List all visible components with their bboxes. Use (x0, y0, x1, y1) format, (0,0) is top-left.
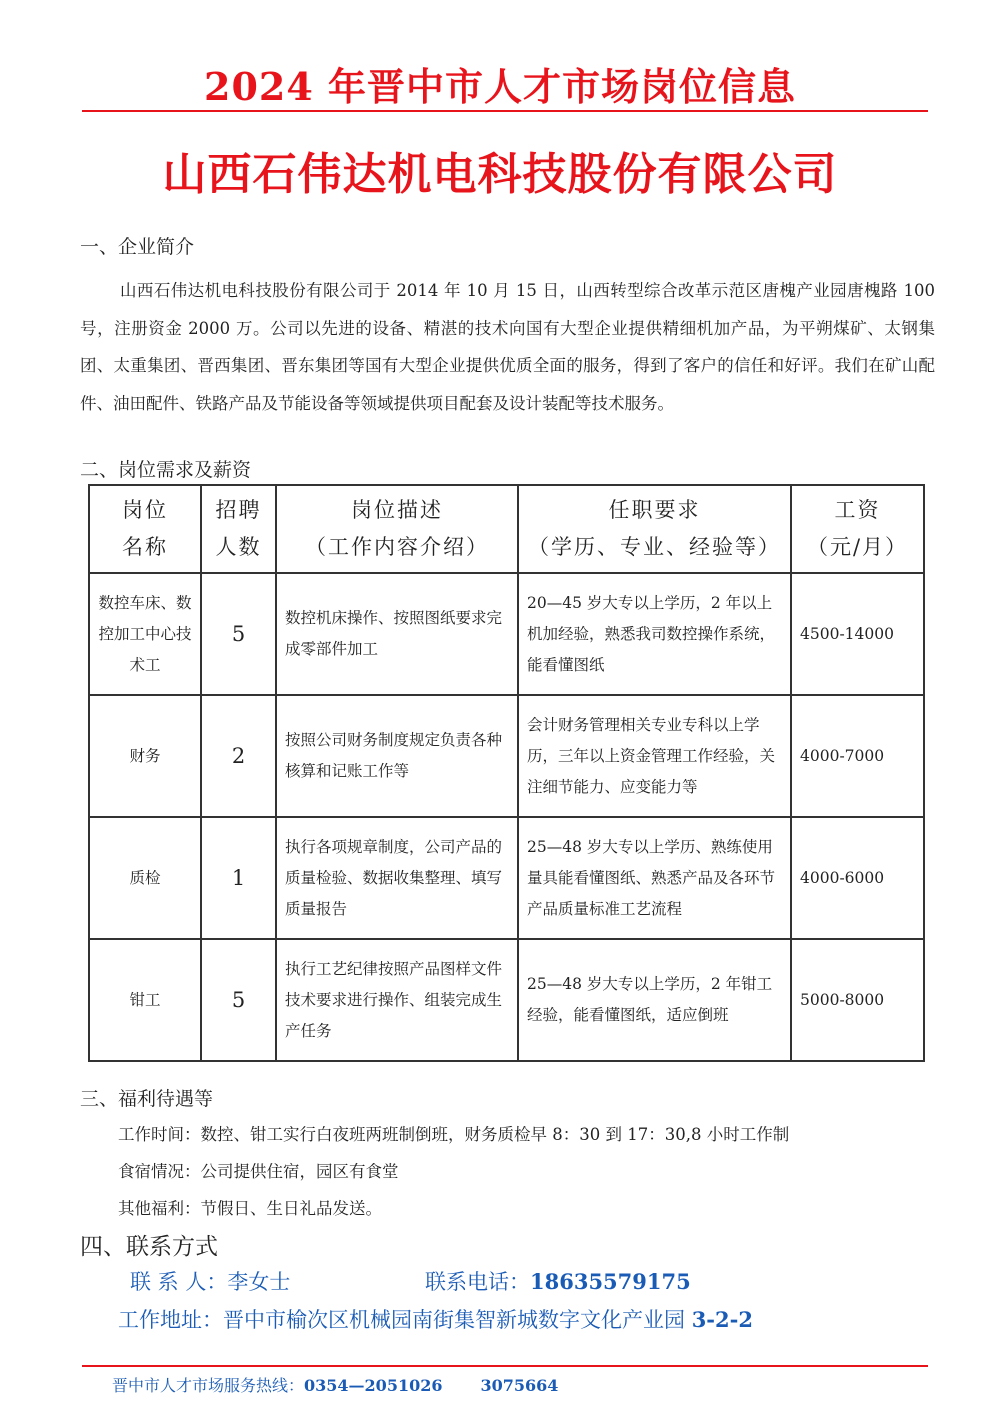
job-count: 5 (201, 939, 276, 1061)
section-heading-intro: 一、企业简介 (80, 236, 195, 258)
section-heading-jobs: 二、岗位需求及薪资 (80, 459, 252, 481)
job-desc: 数控机床操作、按照图纸要求完成零部件加工 (276, 573, 518, 695)
section-heading-contact: 四、联系方式 (80, 1234, 218, 1260)
footer-hotline (112, 1374, 558, 1398)
footer-phone-1: 0354—2051026 (304, 1376, 443, 1395)
job-desc: 执行各项规章制度，公司产品的质量检验、数据收集整理、填写质量报告 (276, 817, 518, 939)
job-desc: 执行工艺纪律按照产品图样文件技术要求进行操作、组装完成生产任务 (276, 939, 518, 1061)
table-header-row (89, 485, 924, 573)
header-cell-req: 任职要求 （学历、专业、经验等） (518, 485, 791, 573)
job-req: 会计财务管理相关专业专科以上学历，三年以上资金管理工作经验，关注细节能力、应变能力等 (518, 695, 791, 817)
contact-address-suffix: 3-2-2 (691, 1307, 753, 1332)
table-row (89, 695, 924, 817)
benefit-lodging: 食宿情况：公司提供住宿，园区有食堂 (118, 1162, 399, 1181)
job-salary: 4500-14000 (791, 573, 924, 695)
title-divider (82, 110, 928, 112)
contact-person-value: 李女士 (227, 1270, 291, 1294)
contact-phone-value: 18635579175 (530, 1269, 691, 1294)
contact-person-label: 联 系 人： (130, 1270, 228, 1294)
job-req: 25—48 岁大专以上学历，2 年钳工经验，能看懂图纸，适应倒班 (518, 939, 791, 1061)
job-name: 财务 (89, 695, 201, 817)
benefit-other: 其他福利：节假日、生日礼品发送。 (118, 1199, 382, 1218)
job-count: 1 (201, 817, 276, 939)
contact-address (118, 1305, 753, 1335)
header-cell-name: 岗位 名称 (89, 485, 201, 573)
job-desc: 按照公司财务制度规定负责各种核算和记账工作等 (276, 695, 518, 817)
job-salary: 5000-8000 (791, 939, 924, 1061)
benefit-work-time: 工作时间：数控、钳工实行白夜班两班制倒班，财务质检早 8：30 到 17：30,8 小时工作制 (118, 1125, 790, 1144)
job-req: 25—48 岁大专以上学历、熟练使用量具能看懂图纸、熟悉产品及各环节产品质量标准工艺流程 (518, 817, 791, 939)
company-name: 山西石伟达机电科技股份有限公司 (162, 149, 838, 200)
jobs-table (88, 484, 925, 1062)
table-row (89, 939, 924, 1061)
intro-paragraph: 山西石伟达机电科技股份有限公司于 2014 年 10 月 15 日，山西转型综合改革示范区唐槐产业园唐槐路 100 号，注册资金 2000 万。公司以先进的设备、精湛的技术向国有大型企业提供精细机加产品，为平朔煤矿、太钢集团、太重集团、晋西集团、晋东集团等国有大型企业提供优质全面的服务，得到了客户的信任和好评。我们在矿山配件、油田配件、铁路产品及节能设备等领域提供项目配套及设计装配等技术服务。 (80, 281, 935, 413)
job-name: 数控车床、数控加工中心技术工 (89, 573, 201, 695)
footer-label: 晋中市人才市场服务热线： (112, 1376, 305, 1395)
contact-phone (425, 1267, 691, 1297)
header-cell-desc: 岗位描述 （工作内容介绍） (276, 485, 518, 573)
job-req: 20—45 岁大专以上学历，2 年以上机加经验，熟悉我司数控操作系统，能看懂图纸 (518, 573, 791, 695)
job-salary: 4000-6000 (791, 817, 924, 939)
job-name: 钳工 (89, 939, 201, 1061)
footer-divider (82, 1365, 928, 1367)
contact-address-label: 工作地址：晋中市榆次区机械园南街集智新城数字文化产业园 (118, 1308, 692, 1332)
section-heading-benefits: 三、福利待遇等 (80, 1088, 214, 1110)
header-cell-count: 招聘 人数 (201, 485, 276, 573)
table-row (89, 573, 924, 695)
job-salary: 4000-7000 (791, 695, 924, 817)
footer-phone-2: 3075664 (480, 1376, 559, 1395)
page-title: 2024 年晋中市人才市场岗位信息 (204, 64, 796, 109)
contact-person (130, 1267, 290, 1297)
contact-phone-label: 联系电话： (425, 1270, 530, 1294)
job-count: 2 (201, 695, 276, 817)
table-row (89, 817, 924, 939)
job-name: 质检 (89, 817, 201, 939)
header-cell-salary: 工资 （元/月） (791, 485, 924, 573)
job-count: 5 (201, 573, 276, 695)
